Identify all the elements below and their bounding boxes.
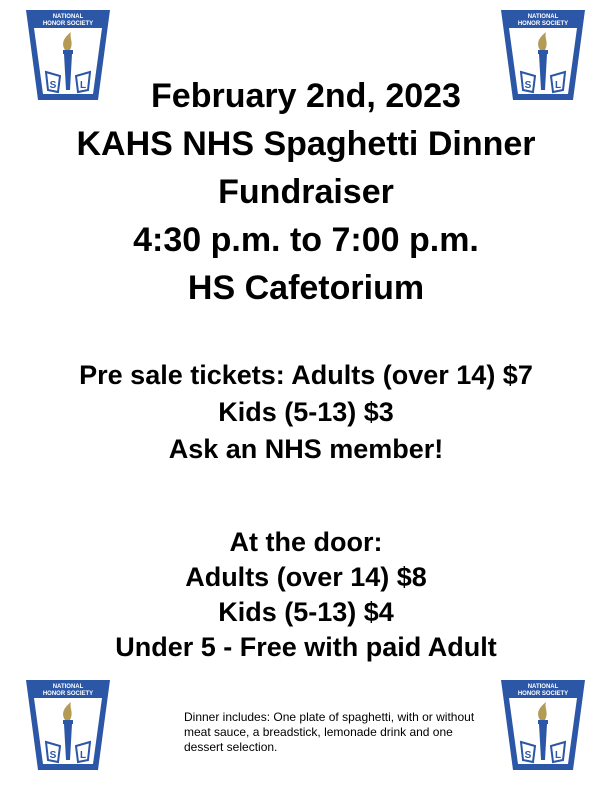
nhs-logo-bottom-right [497, 676, 589, 778]
event-title-line1: KAHS NHS Spaghetti Dinner [76, 125, 536, 163]
svg-text:S: S [49, 750, 57, 761]
presale-ask: Ask an NHS member! [168, 434, 444, 464]
event-location: HS Cafetorium [187, 269, 425, 307]
nhs-logo-bottom-left [22, 676, 114, 778]
svg-text:NATIONAL: NATIONAL [527, 14, 559, 20]
svg-text:HONOR SOCIETY: HONOR SOCIETY [517, 21, 569, 27]
presale-section [0, 357, 612, 468]
door-adults: Adults (over 14) $8 [185, 562, 427, 592]
event-date: February 2nd, 2023 [151, 77, 461, 115]
dinner-includes-note: Dinner includes: One plate of spaghetti, with or without meat sauce, a breadstick, lemonade drink and one dessert selection. [184, 710, 475, 754]
svg-text:NATIONAL: NATIONAL [52, 684, 84, 690]
door-section [0, 525, 612, 665]
svg-text:L: L [554, 80, 562, 91]
svg-text:HONOR SOCIETY: HONOR SOCIETY [42, 21, 94, 27]
svg-text:S: S [524, 80, 532, 91]
event-time: 4:30 p.m. to 7:00 p.m. [133, 221, 479, 259]
svg-text:NATIONAL: NATIONAL [527, 684, 559, 690]
svg-text:L: L [554, 750, 562, 761]
event-title-line2: Fundraiser [218, 173, 394, 211]
svg-text:S: S [49, 80, 57, 91]
svg-text:L: L [79, 750, 87, 761]
svg-text:S: S [524, 750, 532, 761]
door-kids: Kids (5-13) $4 [218, 597, 394, 627]
presale-adults: Pre sale tickets: Adults (over 14) $7 [79, 360, 533, 390]
door-under5: Under 5 - Free with paid Adult [115, 632, 497, 662]
svg-text:HONOR SOCIETY: HONOR SOCIETY [517, 691, 569, 697]
nhs-emblem-icon [497, 676, 589, 778]
presale-kids: Kids (5-13) $3 [218, 397, 394, 427]
svg-text:HONOR SOCIETY: HONOR SOCIETY [42, 691, 94, 697]
svg-text:NATIONAL: NATIONAL [52, 14, 84, 20]
event-heading [0, 72, 612, 312]
svg-text:L: L [79, 80, 87, 91]
door-heading: At the door: [229, 527, 383, 557]
nhs-emblem-icon [22, 676, 114, 778]
